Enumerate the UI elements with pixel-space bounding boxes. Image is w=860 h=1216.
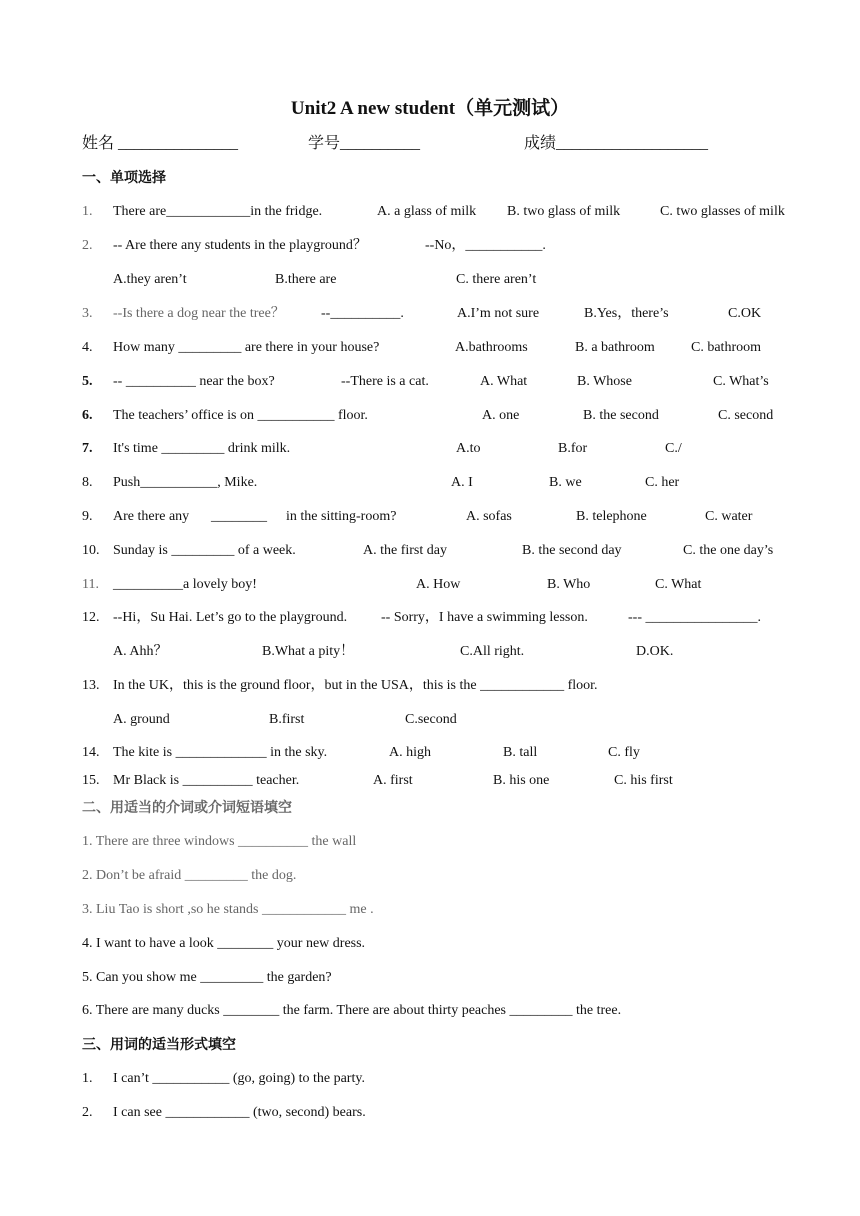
option-a: A. sofas [466,509,512,524]
option-a: A.I’m not sure [457,306,540,321]
word-form-item: I can see ____________ (two, second) bears. [113,1105,366,1120]
option-c: C. two glasses of milk [660,204,785,219]
student-id-field: 学号__________ [308,135,421,152]
question-stem: The kite is _____________ in the sky. [113,745,328,760]
fill-in-item: 6. There are many ducks ________ the farm. There are about thirty peaches _________ the tree. [82,1003,622,1018]
fill-in-item: 2. Don’t be afraid _________ the dog. [82,868,297,883]
question-number: 4. [82,340,93,355]
option-a: A. How [416,577,461,592]
question-number: 1. [82,1071,93,1086]
option-a: A. one [482,408,520,423]
question-stem-rest: in the sitting-room? [286,509,397,524]
option-c: C. fly [608,745,640,760]
question-stem: Push___________, Mike. [113,475,258,490]
option-b: B. the second [583,408,659,423]
option-a: A.bathrooms [455,340,528,355]
option-a: A. What [480,374,528,389]
question-number: 12. [82,610,100,625]
option-a: A. the first day [363,543,447,558]
option-a: A. Ahh？ [113,644,168,659]
question-number: 1. [82,204,93,219]
fill-in-item: 5. Can you show me _________ the garden? [82,970,332,985]
option-a: A. ground [113,712,170,727]
question-response: -- Sorry，I have a swimming lesson. [381,610,588,625]
fill-in-item: 4. I want to have a look ________ your new dress. [82,936,366,951]
fill-in-item: 3. Liu Tao is short ,so he stands ____________ me . [82,902,374,917]
section-heading-1: 一、单项选择 [82,170,166,186]
question-number: 7. [82,441,93,456]
option-b: B.Yes，there’s [584,306,669,321]
option-a: A. first [373,773,413,788]
question-number: 13. [82,678,100,693]
question-response: --There is a cat. [341,374,429,389]
fill-in-item: 1. There are three windows __________ the wall [82,834,357,849]
option-b: B. Whose [577,374,632,389]
question-number: 5. [82,374,93,389]
option-b: B. his one [493,773,550,788]
question-number: 10. [82,543,100,558]
question-stem: Sunday is _________ of a week. [113,543,296,558]
option-b: B. two glass of milk [507,204,621,219]
option-b: B. tall [503,745,538,760]
answer-blank: ________ [211,509,267,524]
section-heading-3: 三、用词的适当形式填空 [82,1037,236,1053]
question-number: 15. [82,773,100,788]
question-response-2: --- ________________. [628,610,761,625]
option-c: C. second [718,408,774,423]
option-c: C.All right. [460,644,525,659]
question-number: 6. [82,408,93,423]
option-a: A. I [451,475,473,490]
option-a: A. high [389,745,431,760]
question-stem: There are____________in the fridge. [113,204,323,219]
question-number: 3. [82,306,93,321]
score-field: 成绩___________________ [524,135,709,152]
question-stem: -- Are there any students in the playground？ [113,238,367,253]
question-stem: Are there any [113,509,190,524]
option-b: B. the second day [522,543,622,558]
option-b: B. telephone [576,509,647,524]
question-stem: It's time _________ drink milk. [113,441,291,456]
option-c: C. water [705,509,753,524]
question-number: 11. [82,577,99,592]
option-c: C.second [405,712,457,727]
question-response: --__________. [321,306,404,321]
option-b: B.for [558,441,588,456]
question-number: 8. [82,475,93,490]
option-a: A. a glass of milk [377,204,477,219]
option-b: B. we [549,475,582,490]
page-title: Unit2 A new student（单元测试） [290,98,570,119]
question-number: 2. [82,1105,93,1120]
option-c: C. What [655,577,702,592]
option-b: B.What a pity！ [262,644,355,659]
question-stem: --Hi，Su Hai. Let’s go to the playground. [113,610,348,625]
option-c: C. bathroom [691,340,761,355]
option-b: B. a bathroom [575,340,655,355]
option-b: B.there are [275,272,337,287]
option-b: B. Who [547,577,591,592]
option-d: D.OK. [636,644,674,659]
option-c: C./ [665,441,682,456]
question-stem: In the UK，this is the ground floor，but in the USA，this is the ____________ floor. [113,678,598,693]
option-c: C. his first [614,773,673,788]
word-form-item: I can’t ___________ (go, going) to the party. [113,1071,365,1086]
question-number: 2. [82,238,93,253]
question-response: --No，___________. [425,238,546,253]
name-field: 姓名 _______________ [82,135,239,152]
option-c: C. her [645,475,680,490]
option-a: A.to [456,441,481,456]
question-stem: --Is there a dog near the tree？ [113,306,285,321]
question-number: 14. [82,745,100,760]
question-stem: How many _________ are there in your house? [113,340,380,355]
question-stem: The teachers’ office is on ___________ floor. [113,408,368,423]
section-heading-2: 二、用适当的介词或介词短语填空 [82,800,292,816]
question-number: 9. [82,509,93,524]
option-c: C. the one day’s [683,543,774,558]
option-a: A.they aren’t [113,272,187,287]
option-b: B.first [269,712,305,727]
question-stem: -- __________ near the box? [113,374,275,389]
option-c: C. there aren’t [456,272,537,287]
question-stem: __________a lovely boy! [113,577,257,592]
option-c: C.OK [728,306,762,321]
question-stem: Mr Black is __________ teacher. [113,773,300,788]
option-c: C. What’s [713,374,769,389]
